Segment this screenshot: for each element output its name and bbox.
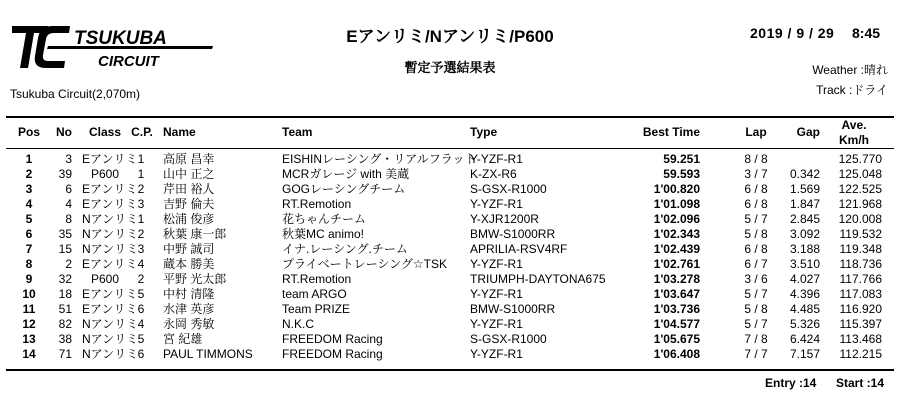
cell-class: Nアンリミ: [82, 347, 139, 361]
report-time: 8:45: [852, 25, 881, 41]
cell-lap: 7 / 7: [744, 347, 768, 361]
cell-lap: 5 / 8: [744, 302, 768, 316]
cell-no: 2: [65, 257, 72, 271]
cell-class: Eアンリミ: [82, 257, 138, 271]
cell-type: S-GSX-R1000: [470, 332, 547, 346]
col-header-name: Name: [163, 125, 196, 139]
table-bottom-rule: [6, 369, 894, 371]
cell-type: Y-XJR1200R: [470, 212, 539, 226]
cell-pos: 3: [25, 182, 33, 196]
col-header-team: Team: [282, 125, 313, 139]
cell-ave-speed: 116.920: [839, 302, 882, 316]
cell-team: RT.Remotion: [282, 272, 352, 286]
cell-best-time: 1'00.820: [653, 182, 700, 196]
cell-lap: 6 / 8: [744, 242, 768, 256]
cell-class: Nアンリミ: [82, 332, 139, 346]
col-header-kmh: Km/h: [839, 133, 869, 147]
cell-gap: 6.424: [789, 332, 820, 346]
event-title: Eアンリミ/Nアンリミ/P600: [346, 27, 554, 46]
cell-no: 32: [58, 272, 72, 286]
cell-cp: 3: [137, 242, 145, 256]
cell-cp: 3: [137, 197, 145, 211]
col-header-no: No: [56, 125, 72, 139]
cell-type: BMW-S1000RR: [470, 302, 556, 316]
cell-cp: 4: [137, 317, 145, 331]
cell-best-time: 1'03.278: [653, 272, 700, 286]
cell-pos: 13: [22, 332, 36, 346]
cell-team: GOGレーシングチーム: [282, 182, 406, 196]
cell-pos: 1: [25, 152, 33, 166]
cell-cp: 1: [137, 152, 145, 166]
cell-ave-speed: 112.215: [839, 347, 882, 361]
cell-best-time: 1'05.675: [653, 332, 700, 346]
cell-name: PAUL TIMMONS: [163, 347, 253, 361]
col-header-pos: Pos: [17, 125, 40, 139]
cell-name: 山中 正之: [163, 167, 215, 181]
table-row: [0, 227, 900, 242]
cell-cp: 4: [137, 257, 145, 271]
cell-name: 永岡 秀敏: [163, 317, 215, 331]
cell-cp: 5: [137, 332, 145, 346]
table-row: [0, 242, 900, 257]
weather-condition: Weather :晴れ: [812, 63, 888, 77]
cell-no: 3: [65, 152, 72, 166]
cell-lap: 3 / 7: [744, 167, 768, 181]
cell-ave-speed: 119.348: [839, 242, 882, 256]
cell-ave-speed: 125.770: [838, 152, 882, 166]
cell-class: Eアンリミ: [82, 287, 138, 301]
cell-type: Y-YZF-R1: [470, 347, 523, 361]
cell-type: K-ZX-R6: [470, 167, 517, 181]
cell-ave-speed: 113.468: [839, 332, 882, 346]
logo-text-circuit: CIRCUIT: [98, 53, 159, 70]
cell-team: 花ちゃんチーム: [282, 212, 367, 226]
cell-type: BMW-S1000RR: [470, 227, 556, 241]
cell-cp: 2: [137, 182, 145, 196]
cell-ave-speed: 122.525: [838, 182, 882, 196]
table-row: [0, 167, 900, 182]
cell-name: 水津 英彦: [163, 302, 215, 316]
cell-team: N.K.C: [282, 317, 315, 331]
cell-team: 秋葉MC animo!: [282, 227, 365, 241]
cell-lap: 3 / 6: [744, 272, 768, 286]
cell-pos: 7: [25, 242, 33, 256]
col-header-class: Class: [88, 125, 122, 139]
cell-gap: 7.157: [789, 347, 820, 361]
col-header-best-time: Best Time: [642, 125, 700, 139]
cell-lap: 5 / 7: [744, 317, 768, 331]
cell-name: 蔵本 勝美: [163, 257, 215, 271]
cell-no: 18: [58, 287, 72, 301]
cell-ave-speed: 117.766: [839, 272, 882, 286]
table-header-rule: [6, 148, 894, 149]
cell-class: Nアンリミ: [82, 317, 139, 331]
cell-type: Y-YZF-R1: [470, 197, 523, 211]
cell-gap: 2.845: [789, 212, 820, 226]
cell-cp: 1: [137, 212, 145, 226]
cell-pos: 6: [25, 227, 33, 241]
cell-no: 38: [58, 332, 72, 346]
cell-team: MCRガレージ with 美蔵: [282, 167, 410, 181]
cell-ave-speed: 121.968: [838, 197, 882, 211]
cell-gap: 4.485: [789, 302, 820, 316]
cell-ave-speed: 118.736: [839, 257, 882, 271]
cell-best-time: 1'02.343: [653, 227, 700, 241]
cell-cp: 6: [137, 347, 145, 361]
cell-type: Y-YZF-R1: [470, 287, 523, 301]
col-header-cp: C.P.: [131, 125, 153, 139]
cell-name: 秋葉 康一郎: [163, 227, 227, 241]
cell-class: Nアンリミ: [82, 212, 139, 226]
circuit-name: Tsukuba Circuit(2,070m): [10, 87, 141, 101]
cell-best-time: 59.251: [663, 152, 700, 166]
cell-lap: 6 / 7: [744, 257, 768, 271]
cell-no: 51: [58, 302, 72, 316]
cell-type: APRILIA-RSV4RF: [470, 242, 568, 256]
cell-team: EISHINレーシング・リアルフラット: [282, 152, 477, 166]
table-row: [0, 212, 900, 227]
cell-best-time: 1'01.098: [653, 197, 700, 211]
cell-name: 中野 誠司: [163, 242, 215, 256]
cell-lap: 5 / 7: [744, 287, 768, 301]
start-count: Start :14: [836, 376, 885, 390]
cell-name: 松浦 俊彦: [163, 212, 215, 226]
col-header-type: Type: [470, 125, 498, 139]
table-row: [0, 317, 900, 332]
cell-team: FREEDOM Racing: [282, 332, 383, 346]
cell-pos: 11: [22, 302, 36, 316]
table-row: [0, 152, 900, 167]
cell-gap: 4.027: [789, 272, 820, 286]
cell-cp: 2: [137, 272, 145, 286]
cell-name: 高原 昌幸: [163, 152, 215, 166]
cell-pos: 2: [25, 167, 33, 181]
cell-pos: 5: [25, 212, 33, 226]
cell-gap: 3.188: [789, 242, 820, 256]
table-row: [0, 197, 900, 212]
cell-best-time: 1'03.736: [653, 302, 700, 316]
cell-class: Nアンリミ: [82, 227, 139, 241]
cell-no: 39: [58, 167, 72, 181]
cell-best-time: 1'03.647: [653, 287, 700, 301]
logo-text-tsukuba: TSUKUBA: [74, 28, 167, 49]
cell-pos: 12: [22, 317, 36, 331]
cell-gap: 4.396: [789, 287, 820, 301]
cell-team: FREEDOM Racing: [282, 347, 383, 361]
cell-best-time: 1'02.096: [653, 212, 700, 226]
cell-lap: 8 / 8: [744, 152, 768, 166]
cell-no: 6: [65, 182, 72, 196]
cell-class: P600: [90, 167, 120, 181]
cell-class: Eアンリミ: [82, 182, 138, 196]
cell-pos: 14: [22, 347, 36, 361]
cell-best-time: 1'04.577: [653, 317, 700, 331]
cell-no: 82: [58, 317, 72, 331]
cell-type: S-GSX-R1000: [470, 182, 547, 196]
table-row: [0, 347, 900, 362]
cell-lap: 5 / 8: [744, 227, 768, 241]
cell-best-time: 1'06.408: [653, 347, 700, 361]
cell-no: 35: [58, 227, 72, 241]
col-header-ave: Ave.: [841, 118, 867, 132]
cell-class: Eアンリミ: [82, 152, 138, 166]
cell-pos: 10: [22, 287, 36, 301]
cell-lap: 6 / 8: [744, 182, 768, 196]
cell-gap: 0.342: [789, 167, 820, 181]
cell-no: 8: [65, 212, 72, 226]
cell-team: プライベートレーシング☆TSK: [282, 257, 447, 271]
cell-cp: 2: [137, 227, 145, 241]
cell-team: Team PRIZE: [282, 302, 351, 316]
cell-type: TRIUMPH-DAYTONA675: [470, 272, 606, 286]
cell-cp: 6: [137, 302, 145, 316]
col-header-gap: Gap: [796, 125, 820, 139]
cell-gap: 3.510: [789, 257, 820, 271]
cell-name: 宮 紀雄: [163, 332, 203, 346]
cell-cp: 1: [137, 167, 145, 181]
col-header-lap: Lap: [745, 125, 767, 139]
cell-gap: 3.092: [789, 227, 820, 241]
cell-class: Eアンリミ: [82, 302, 138, 316]
cell-no: 71: [58, 347, 72, 361]
cell-gap: 1.569: [789, 182, 820, 196]
report-date: 2019 / 9 / 29: [750, 25, 835, 41]
table-row: [0, 182, 900, 197]
cell-type: Y-YZF-R1: [470, 257, 523, 271]
cell-lap: 7 / 8: [744, 332, 768, 346]
table-row: [0, 257, 900, 272]
cell-pos: 4: [25, 197, 33, 211]
cell-no: 4: [65, 197, 72, 211]
cell-name: 平野 光太郎: [163, 272, 227, 286]
cell-team: イナ.レーシング.チーム: [282, 242, 408, 256]
cell-type: Y-YZF-R1: [470, 152, 523, 166]
track-condition: Track :ドライ: [816, 83, 888, 97]
table-row: [0, 287, 900, 302]
cell-name: 吉野 倫夫: [163, 197, 215, 211]
entry-count: Entry :14: [765, 376, 817, 390]
cell-ave-speed: 119.532: [839, 227, 882, 241]
cell-pos: 8: [25, 257, 33, 271]
cell-best-time: 1'02.439: [653, 242, 700, 256]
cell-pos: 9: [25, 272, 33, 286]
report-title: 暫定予選結果表: [404, 60, 496, 75]
cell-class: P600: [90, 272, 120, 286]
cell-class: Nアンリミ: [82, 242, 139, 256]
table-row: [0, 272, 900, 287]
cell-lap: 5 / 7: [744, 212, 768, 226]
cell-best-time: 1'02.761: [653, 257, 700, 271]
cell-name: 中村 清隆: [163, 287, 215, 301]
cell-team: team ARGO: [282, 287, 347, 301]
table-row: [0, 302, 900, 317]
cell-team: RT.Remotion: [282, 197, 352, 211]
cell-no: 15: [58, 242, 72, 256]
cell-type: Y-YZF-R1: [470, 317, 523, 331]
cell-cp: 5: [137, 287, 145, 301]
cell-ave-speed: 120.008: [838, 212, 882, 226]
cell-gap: 5.326: [789, 317, 820, 331]
table-top-rule: [6, 116, 894, 118]
cell-ave-speed: 125.048: [838, 167, 882, 181]
cell-best-time: 59.593: [663, 167, 700, 181]
cell-ave-speed: 117.083: [839, 287, 882, 301]
cell-ave-speed: 115.397: [839, 317, 882, 331]
cell-lap: 6 / 8: [744, 197, 768, 211]
cell-gap: 1.847: [789, 197, 820, 211]
cell-name: 芹田 裕人: [163, 182, 215, 196]
cell-class: Eアンリミ: [82, 197, 138, 211]
table-row: [0, 332, 900, 347]
